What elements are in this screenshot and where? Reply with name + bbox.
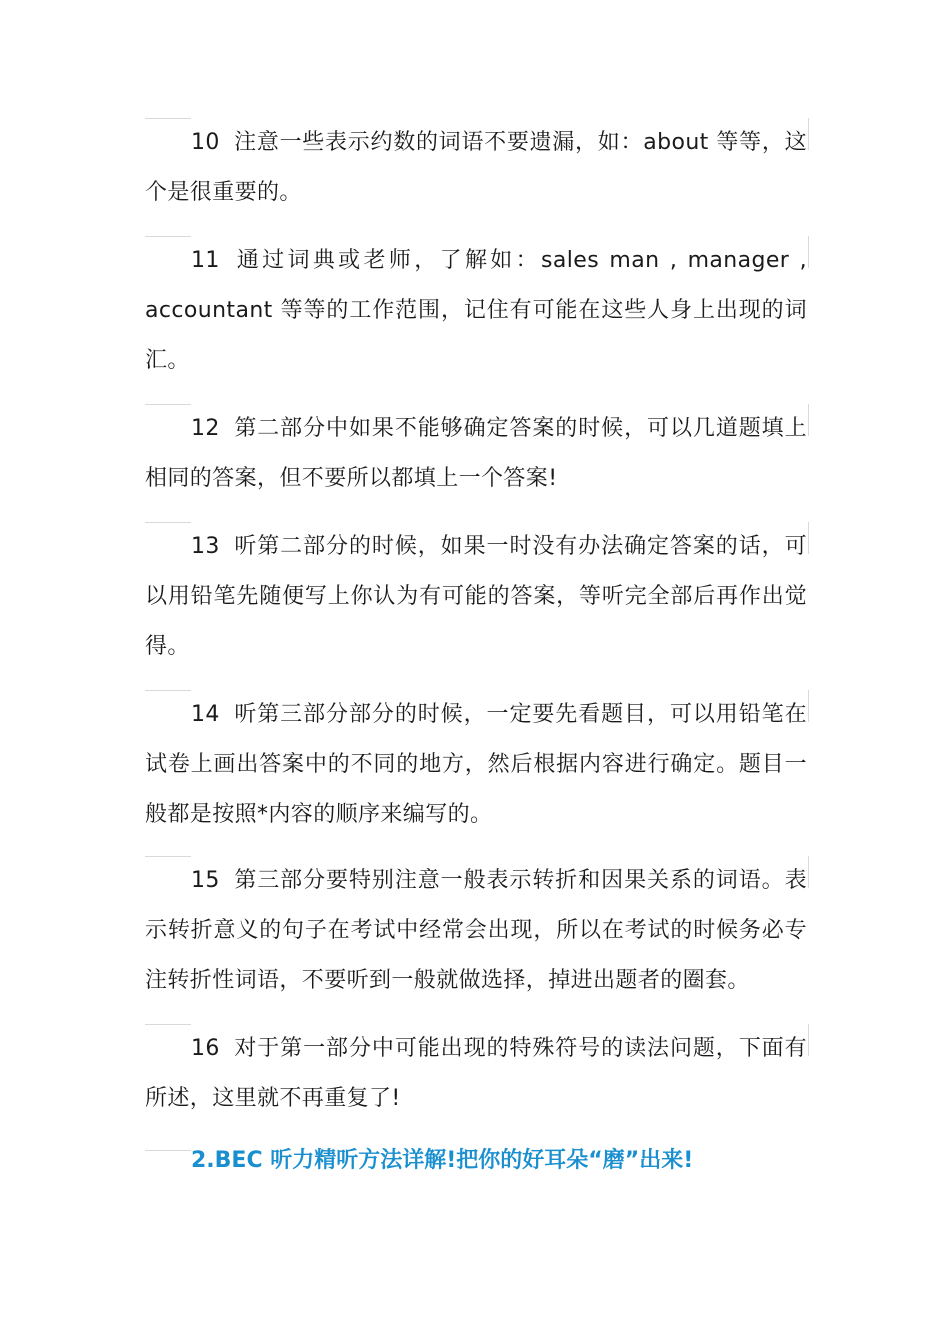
tip-number: 12 bbox=[191, 416, 220, 441]
tip-paragraph-16 bbox=[145, 1024, 807, 1124]
tip-number: 10 bbox=[191, 130, 220, 155]
tip-number: 11 bbox=[191, 248, 220, 273]
tip-text: 通过词典或老师，了解如：sales man , manager , accountant 等等的工作范围，记住有可能在这些人身上出现的词汇。 bbox=[145, 248, 807, 373]
tip-number: 15 bbox=[191, 868, 220, 893]
tip-paragraph-12 bbox=[145, 404, 807, 504]
tip-paragraph-10 bbox=[145, 118, 807, 218]
tip-paragraph-15 bbox=[145, 856, 807, 1006]
tip-text: 听第三部分部分的时候，一定要先看题目，可以用铅笔在试卷上画出答案中的不同的地方，然后根据内容进行确定。题目一般都是按照*内容的顺序来编写的。 bbox=[145, 702, 807, 827]
tip-text: 听第二部分的时候，如果一时没有办法确定答案的话，可以用铅笔先随便写上你认为有可能的答案，等听完全部后再作出觉得。 bbox=[145, 534, 807, 659]
tip-paragraph-11 bbox=[145, 236, 807, 386]
tip-number: 14 bbox=[191, 702, 220, 727]
tip-text: 对于第一部分中可能出现的特殊符号的读法问题，下面有所述，这里就不再重复了! bbox=[145, 1036, 807, 1111]
tip-number: 13 bbox=[191, 534, 220, 559]
tip-text: 第三部分要特别注意一般表示转折和因果关系的词语。表示转折意义的句子在考试中经常会出现，所以在考试的时候务必专注转折性词语，不要听到一般就做选择，掉进出题者的圈套。 bbox=[145, 868, 807, 993]
tip-text: 第二部分中如果不能够确定答案的时候，可以几道题填上相同的答案，但不要所以都填上一个答案! bbox=[145, 416, 807, 491]
tip-paragraph-14 bbox=[145, 690, 807, 840]
tip-number: 16 bbox=[191, 1036, 220, 1061]
tip-paragraph-13 bbox=[145, 522, 807, 672]
tip-text: 注意一些表示约数的词语不要遗漏，如：about 等等，这个是很重要的。 bbox=[145, 130, 807, 205]
section-heading: 2.BEC 听力精听方法详解!把你的好耳朵“磨”出来! bbox=[145, 1136, 807, 1186]
